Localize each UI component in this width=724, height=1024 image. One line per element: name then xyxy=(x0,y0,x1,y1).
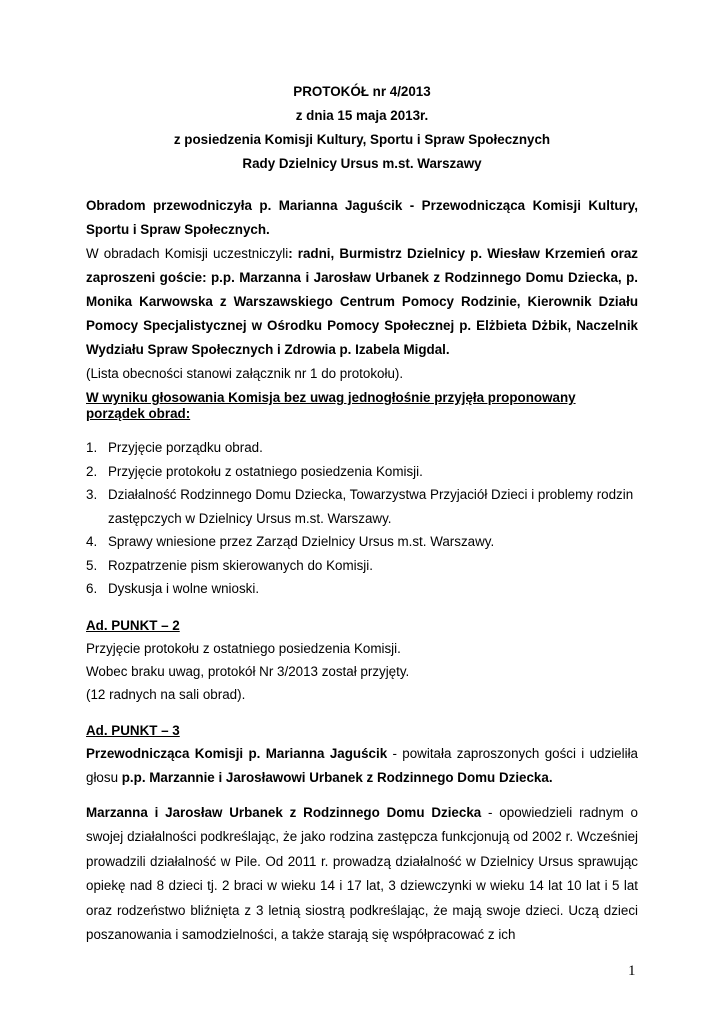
chair-paragraph: Obradom przewodniczyła p. Marianna Jaguścik - Przewodnicząca Komisji Kultury, Sportu i Spraw Społecznych. xyxy=(86,198,638,237)
point-2-line-3: (12 radnych na sali obrad). xyxy=(86,686,246,702)
participants-list: : radni, Burmistrz Dzielnicy p. Wiesław Krzemień oraz zaproszeni goście: p.p. Marzanna i Jarosław Urbanek z Rodzinnego Domu Dziecka, p. Monika Karwowska z Warszawskiego Centrum Pomocy Rodzinie, Kierownik Działu Pomocy Specjalistycznej w Ośrodku Pomocy Społecznej p. Elżbieta Dżbik, Naczelnik Wydziału Spraw Społecznych i Zdrowia p. Izabela Migdal. xyxy=(86,246,638,357)
participants-paragraph xyxy=(86,242,638,362)
title-line-3: z posiedzenia Komisji Kultury, Sportu i Spraw Społecznych xyxy=(173,132,551,147)
document-title xyxy=(86,80,638,176)
agenda-item-text: Działalność Rodzinnego Domu Dziecka, Towarzystwa Przyjaciół Dzieci i problemy rodzin zastępczych w Dzielnicy Ursus m.st. Warszawy. xyxy=(108,487,634,526)
point-2-line-2: Wobec braku uwag, protokół Nr 3/2013 został przyjęty. xyxy=(86,663,410,679)
agenda-item-number: 1. xyxy=(86,440,98,455)
agenda-item xyxy=(86,436,638,460)
agenda-item xyxy=(86,460,638,484)
agenda-item-text: Sprawy wniesione przez Zarząd Dzielnicy Ursus m.st. Warszawy. xyxy=(108,534,495,549)
agenda-item-text: Przyjęcie protokołu z ostatniego posiedzenia Komisji. xyxy=(108,463,423,479)
agenda-item-number: 3. xyxy=(86,487,98,502)
agenda-item-text: Rozpatrzenie pism skierowanych do Komisji. xyxy=(108,557,373,573)
page-number: 1 xyxy=(628,963,636,979)
title-line-1: PROTOKÓŁ nr 4/2013 xyxy=(293,84,431,99)
point-3-guests-text: - opowiedzieli radnym o swojej działalności podkreślając, że jako rodzina zastępcza funkcjonują od 2002 r. Wcześniej prowadzili działalność w Pile. Od 2011 r. prowadzą działalność w Dzielnicy Ursus sprawując opiekę nad 8 dzieci tj. 2 braci w wieku 14 i 17 lat, 3 dziewczynki w wieku 14 lat 10 lat i 5 lat oraz rodzeństwo bliźnięta z 3 letnią siostrą podkreślając, że mają swoje dzieci. Uczą dzieci poszanowania i samodzielności, a także starają się współpracować z ich xyxy=(86,804,638,942)
agenda-item-number: 6. xyxy=(86,581,98,596)
point-3-paragraph-2 xyxy=(86,801,638,948)
point-2-heading: Ad. PUNKT – 2 xyxy=(86,617,180,633)
point-3-guests: p.p. Marzannie i Jarosławowi Urbanek z Rodzinnego Domu Dziecka. xyxy=(121,770,553,785)
title-line-4: Rady Dzielnicy Ursus m.st. Warszawy xyxy=(242,156,482,171)
agenda-item-number: 4. xyxy=(86,534,98,549)
point-3-paragraph-1 xyxy=(86,742,638,791)
agenda-list xyxy=(86,436,638,601)
agenda-item-text: Przyjęcie porządku obrad. xyxy=(108,440,263,455)
agenda-item xyxy=(86,554,638,578)
agenda-item-number: 5. xyxy=(86,557,98,573)
document-body xyxy=(86,80,638,948)
agenda-item xyxy=(86,530,638,554)
vote-heading: W wyniku głosowania Komisja bez uwag jednogłośnie przyjęła proponowany porządek obrad: xyxy=(86,390,576,421)
point-2-line-1: Przyjęcie protokołu z ostatniego posiedzenia Komisji. xyxy=(86,640,401,656)
agenda-item-number: 2. xyxy=(86,463,98,479)
point-3-text: - powitała zaproszonych gości i udzieliła głosu xyxy=(86,745,638,785)
participants-prefix: W obradach Komisji uczestniczyli xyxy=(86,246,289,261)
agenda-item xyxy=(86,483,638,530)
agenda-item-text: Dyskusja i wolne wnioski. xyxy=(108,581,260,596)
point-3-speaker: Przewodnicząca Komisji p. Marianna Jaguścik xyxy=(86,745,388,761)
point-3-guests-speaker: Marzanna i Jarosław Urbanek z Rodzinnego Domu Dziecka xyxy=(86,804,482,820)
point-3-heading: Ad. PUNKT – 3 xyxy=(86,722,180,738)
agenda-item xyxy=(86,577,638,601)
attendance-note: (Lista obecności stanowi załącznik nr 1 do protokołu). xyxy=(86,366,404,381)
title-line-2: z dnia 15 maja 2013r. xyxy=(295,108,429,123)
